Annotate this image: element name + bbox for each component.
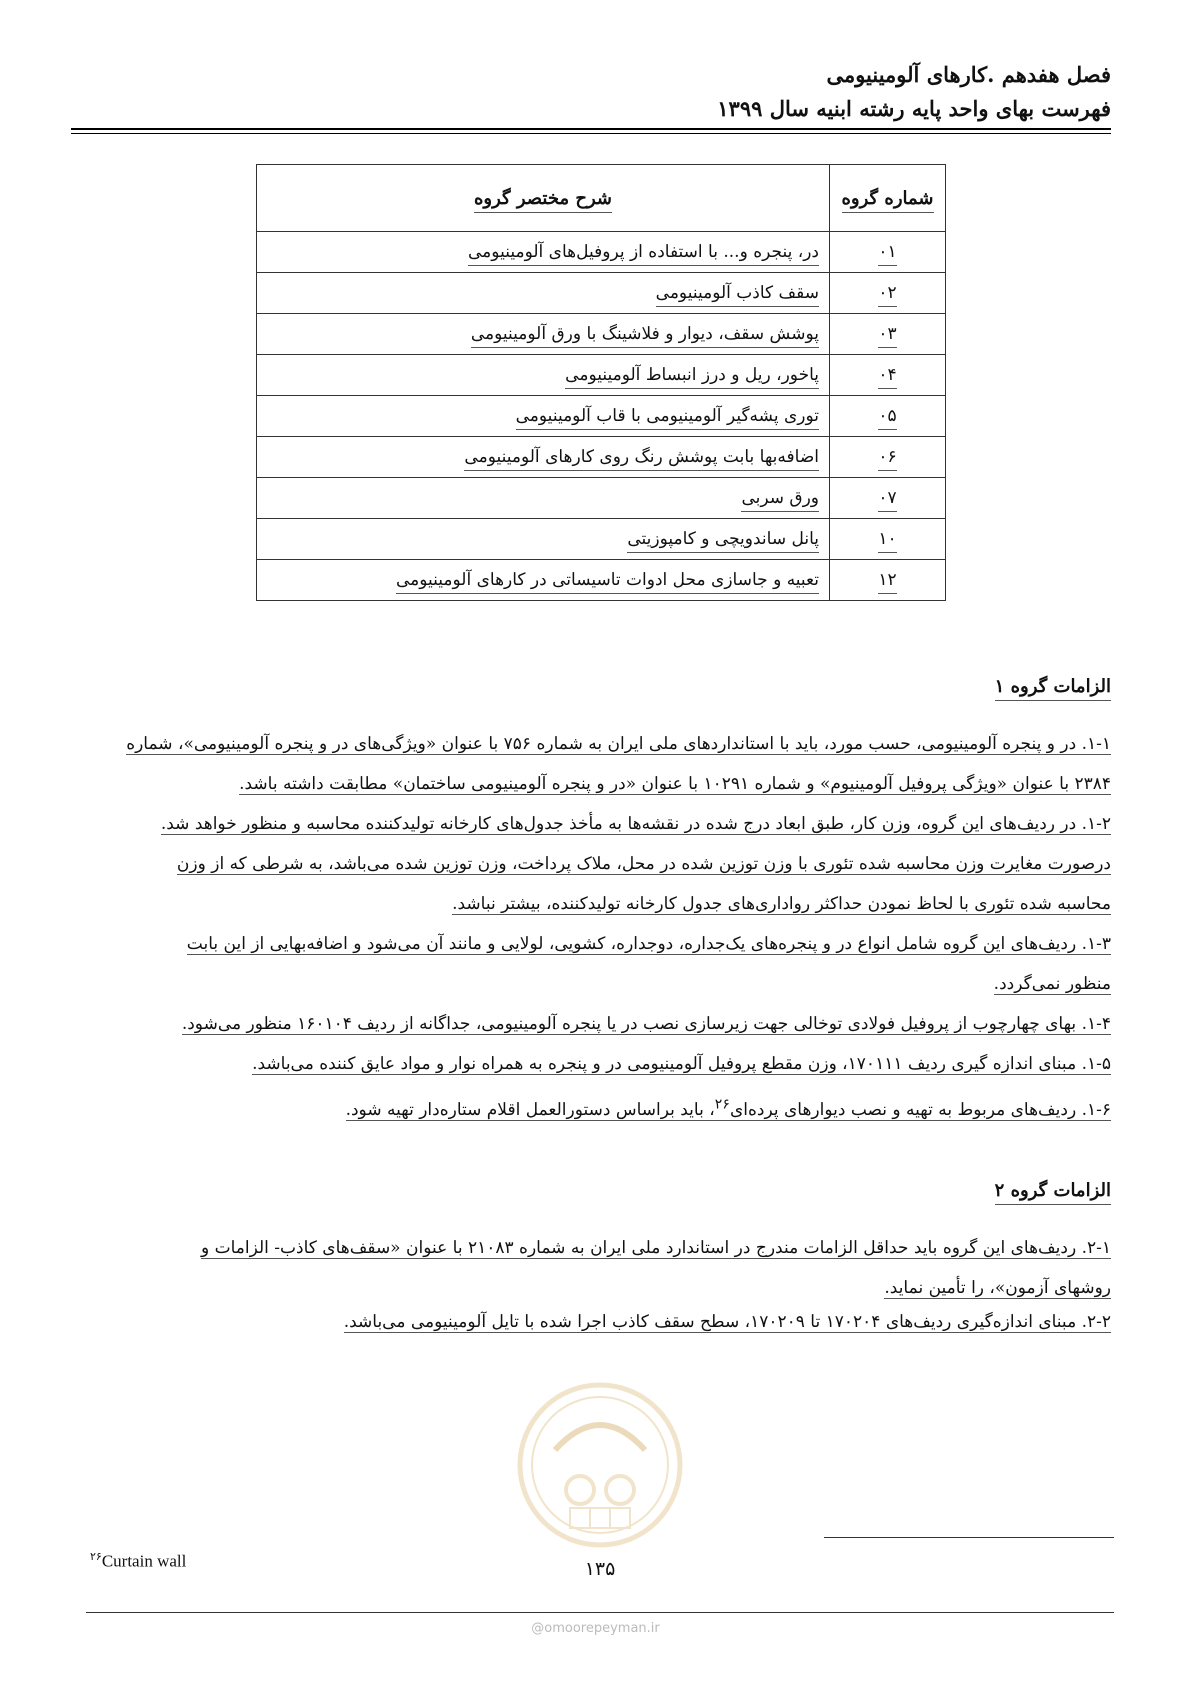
- footnote-ref: ۲۶: [714, 1096, 730, 1112]
- table-row: [257, 355, 946, 396]
- header-rule: [71, 128, 1111, 130]
- group-number: ۱۲: [830, 560, 946, 601]
- group-number: ۰۳: [830, 314, 946, 355]
- table-row: [257, 232, 946, 273]
- group-description: اضافه‌بها بابت پوشش رنگ روی کارهای آلومینیومی: [257, 437, 830, 478]
- header-rule-thin: [71, 133, 1111, 134]
- group1-title: الزامات گروه ۱: [995, 676, 1111, 697]
- group-description: توری پشه‌گیر آلومینیومی با قاب آلومینیومی: [257, 396, 830, 437]
- group-description: تعبیه و جاسازی محل ادوات تاسیساتی در کارهای آلومینیومی: [257, 560, 830, 601]
- group2-title: الزامات گروه ۲: [995, 1180, 1111, 1201]
- group-number: ۱۰: [830, 519, 946, 560]
- col-header-desc: شرح مختصر گروه: [257, 165, 830, 232]
- table-row: [257, 396, 946, 437]
- watermark-url: @omoorepeyman.ir: [531, 1621, 660, 1636]
- group-description: ورق سربی: [257, 478, 830, 519]
- price-list-title: فهرست بهای واحد پایه رشته ابنیه سال ۱۳۹۹: [717, 96, 1111, 121]
- group-description: پانل ساندویچی و کامپوزیتی: [257, 519, 830, 560]
- group1-clause-1: ۱-۱. در و پنجره آلومینیومی، حسب مورد، باید با استانداردهای ملی ایران به شماره ۷۵۶ با عنوان «ویژگی‌های در و پنجره آلومینیومی»، شماره ۲۳۸۴ با عنوان «ویژگی پروفیل آلومینیوم» و شماره ۱۰۲۹۱ با عنوان «در و پنجره آلومینیومی ساختمان» مطابقت داشته باشد.: [126, 734, 1111, 794]
- footnote-separator: [824, 1537, 1114, 1538]
- groups-table: [256, 164, 946, 601]
- group-number: ۰۴: [830, 355, 946, 396]
- group2-clause-1: ۲-۱. ردیف‌های این گروه باید حداقل الزامات مندرج در استاندارد ملی ایران به شماره ۲۱۰۸۳ با عنوان «سقف‌های کاذب- الزامات و روشهای آزمون»، را تأمین نماید.: [200, 1238, 1111, 1298]
- group-description: پوشش سقف، دیوار و فلاشینگ با ورق آلومینیومی: [257, 314, 830, 355]
- group2-clause-2: ۲-۲. مبنای اندازه‌گیری ردیف‌های ۱۷۰۲۰۴ تا ۱۷۰۲۰۹، سطح سقف کاذب اجرا شده با تایل آلومینیومی می‌باشد.: [343, 1312, 1111, 1332]
- group-number: ۰۲: [830, 273, 946, 314]
- group1-clause-3: ۱-۳. ردیف‌های این گروه شامل انواع در و پنجره‌های یک‌جداره، دوجداره، کشویی، لولایی و مانند آن می‌شود و اضافه‌بهایی از این بابت منظور نمی‌گردد.: [186, 934, 1111, 994]
- table-row: [257, 560, 946, 601]
- table-row: [257, 437, 946, 478]
- group-number: ۰۶: [830, 437, 946, 478]
- group1-clause-2: ۱-۲. در ردیف‌های این گروه، وزن کار، طبق ابعاد درج شده در نقشه‌ها به مأخذ جدول‌های کارخانه تولیدکننده محاسبه و منظور خواهد شد. درصورت مغایرت وزن محاسبه شده تئوری با وزن توزین شده در محل، ملاک پرداخت، وزن توزین شده می‌باشد، به شرطی که از وزن محاسبه شده تئوری با لحاظ نمودن حداکثر رواداری‌های جدول کارخانه تولیدکننده، بیشتر نباشد.: [160, 814, 1111, 914]
- footer-rule: [86, 1612, 1114, 1613]
- group1-clause-5: ۱-۵. مبنای اندازه گیری ردیف ۱۷۰۱۱۱، وزن مقطع پروفیل آلومینیومی در و پنجره به همراه نوار و مواد عایق کننده می‌باشد.: [252, 1054, 1111, 1074]
- watermark-logo: [515, 1380, 685, 1550]
- group-number: ۰۵: [830, 396, 946, 437]
- group-number: ۰۱: [830, 232, 946, 273]
- footnote-text: Curtain wall: [101, 1551, 187, 1571]
- group1-clause-6: ۱-۶. ردیف‌های مربوط به تهیه و نصب دیوارهای پرده‌ای$^{۲۶}$، باید براساس دستورالعمل اقلام ستاره‌دار تهیه شود.: [345, 1096, 1111, 1120]
- table-row: [257, 314, 946, 355]
- col-header-num: شماره گروه: [830, 165, 946, 232]
- table-header-row: [257, 165, 946, 232]
- table-row: [257, 478, 946, 519]
- table-row: [257, 519, 946, 560]
- footnote: [90, 1550, 186, 1572]
- page-header: [71, 58, 1111, 126]
- group-number: ۰۷: [830, 478, 946, 519]
- group-description: پاخور، ریل و درز انبساط آلومینیومی: [257, 355, 830, 396]
- group-description: سقف کاذب آلومینیومی: [257, 273, 830, 314]
- footnote-number: ۲۶: [90, 1551, 102, 1563]
- page-number: ۱۳۵: [584, 1558, 616, 1580]
- group1-clause-4: ۱-۴. بهای چهارچوب از پروفیل فولادی توخالی جهت زیرسازی نصب در یا پنجره آلومینیومی، جداگانه از ردیف ۱۶۰۱۰۴ منظور می‌شود.: [181, 1014, 1111, 1034]
- table-row: [257, 273, 946, 314]
- chapter-title: فصل هفدهم .کارهای آلومینیومی: [826, 62, 1111, 87]
- group-description: در، پنجره و... با استفاده از پروفیل‌های آلومینیومی: [257, 232, 830, 273]
